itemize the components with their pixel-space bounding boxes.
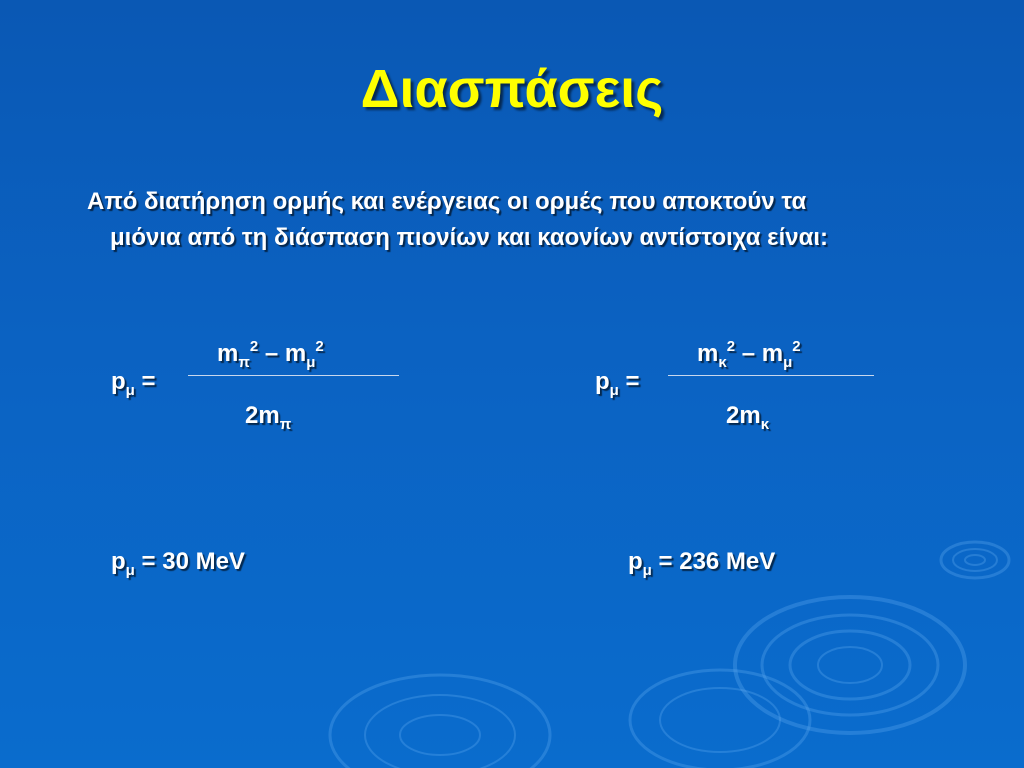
mass-symbol: m: [761, 340, 784, 367]
kaon-result: [628, 548, 775, 579]
result-value: = 236 MeV: [658, 548, 776, 575]
result-value: = 30 MeV: [141, 548, 245, 575]
kaon-formula-lhs: [595, 368, 640, 399]
denominator-coefficient: 2m: [245, 402, 280, 429]
exponent: 2: [726, 338, 736, 355]
momentum-subscript: μ: [642, 562, 652, 579]
mass-symbol: m: [697, 340, 719, 367]
pion-formula-denominator: [245, 402, 291, 433]
mass-subscript: κ: [718, 354, 727, 371]
mass-subscript: κ: [760, 416, 770, 433]
momentum-subscript: μ: [609, 382, 619, 399]
pion-formula-numerator: [217, 338, 324, 371]
pion-fraction-bar: [188, 375, 399, 376]
minus-sign: –: [741, 340, 756, 367]
denominator-coefficient: 2m: [726, 402, 761, 429]
mass-subscript: μ: [783, 354, 793, 371]
momentum-symbol: p: [111, 368, 126, 395]
kaon-formula-numerator: [697, 338, 801, 371]
equals-sign: =: [625, 368, 640, 395]
intro-paragraph-line-1: Από διατήρηση ορμής και ενέργειας οι ορμές που αποκτούν τα: [87, 188, 807, 215]
pion-result: [111, 548, 245, 579]
momentum-symbol: p: [628, 548, 643, 575]
exponent: 2: [792, 338, 801, 355]
minus-sign: –: [264, 340, 279, 367]
equals-sign: =: [141, 368, 156, 395]
momentum-subscript: μ: [125, 562, 135, 579]
mass-subscript: μ: [306, 354, 316, 371]
momentum-symbol: p: [595, 368, 610, 395]
mass-symbol: m: [284, 340, 307, 367]
exponent: 2: [249, 338, 259, 355]
mass-symbol: m: [217, 340, 239, 367]
slide-title: Διασπάσεις: [360, 59, 664, 119]
mass-subscript: π: [279, 416, 292, 433]
momentum-subscript: μ: [125, 382, 135, 399]
momentum-symbol: p: [111, 548, 126, 575]
pion-formula-lhs: [111, 368, 156, 399]
exponent: 2: [315, 338, 324, 355]
mass-subscript: π: [238, 354, 250, 371]
intro-paragraph-line-2: μιόνια από τη διάσπαση πιονίων και καονίων αντίστοιχα είναι:: [110, 224, 828, 251]
kaon-fraction-bar: [668, 375, 874, 376]
kaon-formula-denominator: [726, 402, 769, 433]
